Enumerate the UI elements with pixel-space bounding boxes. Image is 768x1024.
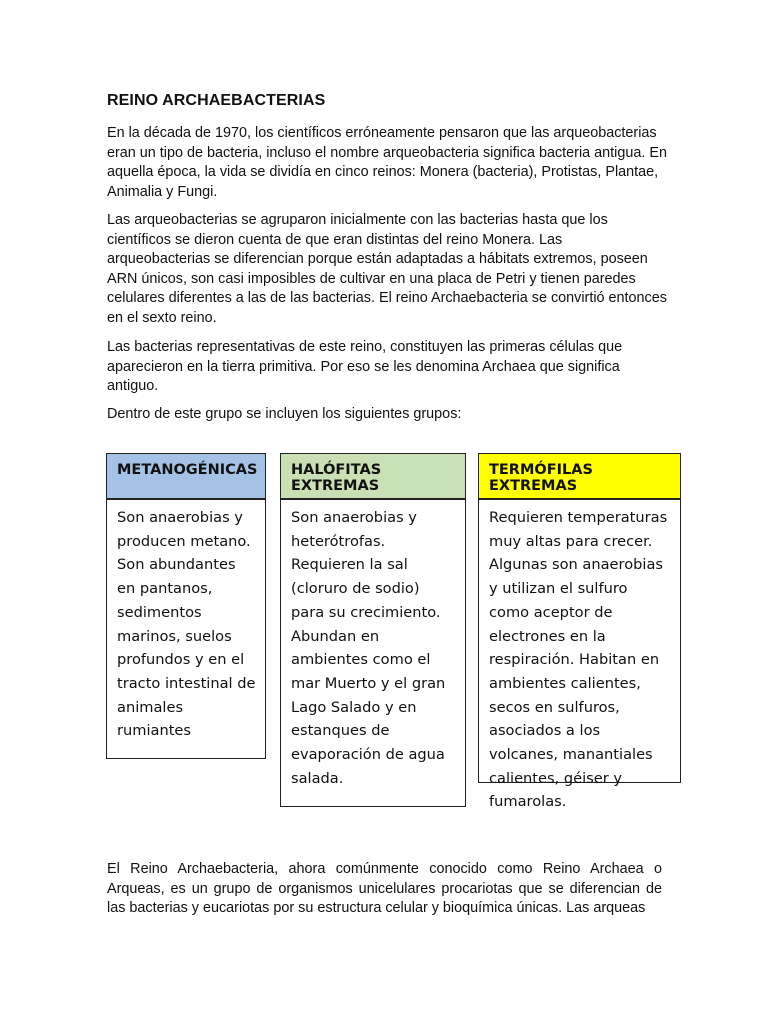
history-paragraph: Las arqueobacterias se agruparon inicialmente con las bacterias hasta que los científicos se dieron cuenta de que eran distintas del reino Monera. Las arqueobacterias se diferencian porque están adaptadas a hábitats extremos, poseen ARN únicos, son casi imposibles de cultivar en una placa de Petri y tienen paredes celulares diferentes a las de las bacterias. El reino Archaebacteria se convirtió entonces en el sexto reino.	[107, 212, 667, 326]
group-header-metanogenicas: METANOGÉNICAS	[106, 453, 266, 499]
intro-paragraph: En la década de 1970, los científicos erróneamente pensaron que las arqueobacterias eran un tipo de bacteria, incluso el nombre arqueobacteria significa bacteria antigua. En aquella época, la vida se dividía en cinco reinos: Monera (bacteria), Protistas, Plantae, Animalia y Fungi.	[107, 125, 667, 200]
representative-paragraph: Las bacterias representativas de este reino, constituyen las primeras células que aparecieron en la tierra primitiva. Por eso se les denomina Archaea que significa antiguo.	[107, 339, 623, 395]
group-header-termofilas: TERMÓFILAS EXTREMAS	[478, 453, 681, 499]
group-description-metanogenicas: Son anaerobias y producen metano. Son abundantes en pantanos, sedimentos marinos, suelos profundos y en el tracto intestinal de animales rumiantes	[106, 499, 266, 759]
group-description-termofilas: Requieren temperaturas muy altas para crecer. Algunas son anaerobias y utilizan el sulfuro como aceptor de electrones en la respiración. Habitan en ambientes calientes, secos en sulfuros, asociados a los volcanes, manantiales calientes, géiser y fumarolas.	[478, 499, 681, 783]
group-description-halofitas: Son anaerobias y heterótrofas. Requieren la sal (cloruro de sodio) para su crecimiento. Abundan en ambientes como el mar Muerto y el gran Lago Salado y en estanques de evaporación de agua salada.	[280, 499, 466, 807]
group-header-halofitas: HALÓFITAS EXTREMAS	[280, 453, 466, 499]
closing-paragraph: El Reino Archaebacteria, ahora comúnmente conocido como Reino Archaea o Arqueas, es un grupo de organismos unicelulares procariotas que se diferencian de las bacterias y eucariotas por su estructura celular y bioquímica únicas. Las arqueas	[107, 861, 662, 917]
page-title: REINO ARCHAEBACTERIAS	[107, 92, 326, 109]
groups-intro-paragraph: Dentro de este grupo se incluyen los siguientes grupos:	[107, 406, 462, 422]
